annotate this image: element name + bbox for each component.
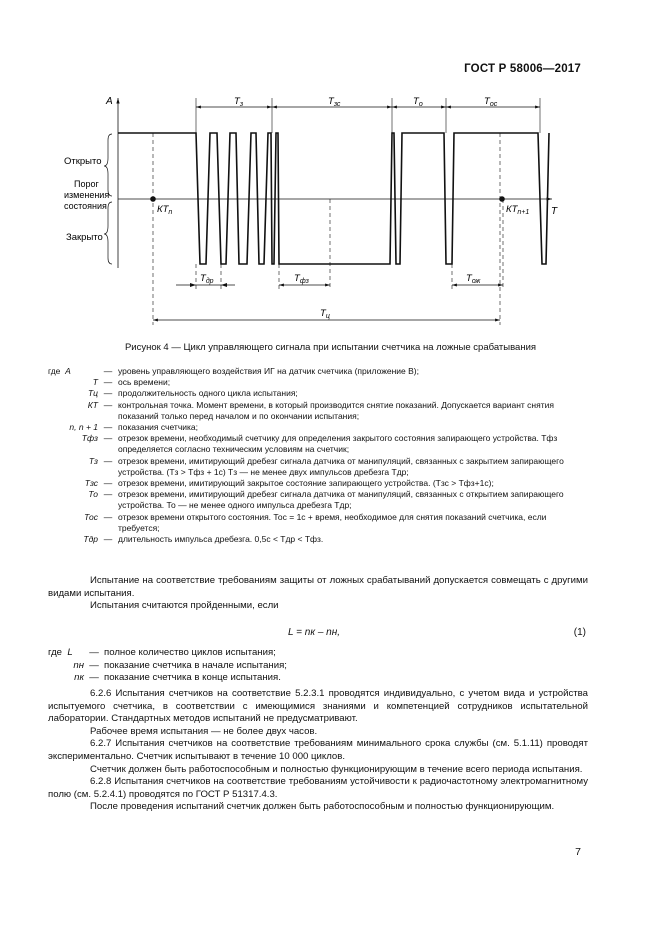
control-point-n xyxy=(150,196,156,202)
figure-caption: Рисунок 4 — Цикл управляющего сигнала при испытании счетчика на ложные срабатывания xyxy=(124,342,537,353)
legend-symbol-text: Тдр xyxy=(83,534,98,545)
legend-text: отрезок времени, имитирующий дребезг сигнала датчика от манипуляций, связанных с открытием запирающего устройства. То — не менее одного импульса дребезга Тдр; xyxy=(118,489,564,511)
t-fz-label: $Т_{фз}$ xyxy=(294,273,309,285)
control-point-n1 xyxy=(499,196,505,202)
legend-symbol-text: Тфз xyxy=(81,433,98,444)
legend-symbol xyxy=(48,672,84,685)
legend-item: n, n + 1 — показания счетчика; xyxy=(48,422,588,433)
threshold-label-1: Порог xyxy=(74,179,99,189)
document-header: ГОСТ Р 58006—2017 xyxy=(464,63,581,75)
axis-t-label: Т xyxy=(551,206,558,217)
legend-text: контрольная точка. Момент времени, в который производится снятие показаний. Допускается вариант снятия показаний только перед началом и по окончании испытания; xyxy=(118,399,554,421)
t-z-label: $Т_з$ xyxy=(234,96,244,108)
formula-variables xyxy=(48,647,588,685)
legend-item: Тфз — отрезок времени, необходимый счетчику для определения закрытого состояния запирающего устройства. Тфз определяется согласно техническим условиям на счетчик; xyxy=(48,433,588,455)
paragraph: Рабочее время испытания — не более двух часов. xyxy=(90,725,318,737)
legend-item: То — отрезок времени, имитирующий дребезг сигнала датчика от манипуляций, связанных с открытием запирающего устройства. То — не менее одного импульса дребезга Тдр; xyxy=(48,489,588,511)
legend-item: где А — уровень управляющего воздействия ИГ на датчик счетчика (приложение В); xyxy=(48,366,588,377)
legend-symbol-text: L xyxy=(67,647,73,658)
legend-symbol xyxy=(48,647,84,660)
legend-symbol-text: nн xyxy=(73,659,84,671)
legend-item: Тос — отрезок времени открытого состояния. Тос = 1с + время, необходимое для снятия показаний счетчика, если требуется; xyxy=(48,512,588,534)
legend-text: отрезок времени, необходимый счетчику для определения закрытого состояния запирающего устройства. Тфз определяется согласно техническим условиям на счетчик; xyxy=(118,433,558,455)
kt-n-label: $КТ_n$ xyxy=(157,204,173,216)
legend-symbol xyxy=(48,388,98,399)
legend-text: продолжительность одного цикла испытания; xyxy=(118,388,298,399)
legend-text: отрезок времени, имитирующий закрытое состояние запирающего устройства. (Тзс > Тфз+1с); xyxy=(118,478,494,489)
legend-symbol-text: Тц xyxy=(87,388,98,399)
legend-symbol xyxy=(48,512,98,534)
legend-text: полное количество циклов испытания; xyxy=(104,647,276,658)
formula-number: (1) xyxy=(573,627,586,638)
legend-symbol-text: Т xyxy=(92,377,98,388)
legend-item: Тдр — длительность импульса дребезга. 0,5с < Тдр < Тфз. xyxy=(48,534,588,545)
t-os-label: $Т_{ос}$ xyxy=(484,96,498,108)
legend-text: ось времени; xyxy=(118,377,171,388)
legend-item: Тз — отрезок времени, имитирующий дребезг сигнала датчика от манипуляций, связанных с закрытием запирающего устройства. (Тз > Тфз + 1с) Тз — не менее двух импульсов дребезга Тдр; xyxy=(48,456,588,478)
t-zs-label: $Т_{зс}$ xyxy=(328,96,341,108)
legend-symbol-text: nк xyxy=(74,672,84,684)
paragraphs-a xyxy=(48,575,588,613)
legend-symbol xyxy=(48,660,84,673)
legend-item: nк — показание счетчика в конце испытания. xyxy=(48,672,588,685)
paragraph: Испытания считаются пройденными, если xyxy=(90,600,279,612)
legend-prefix: где xyxy=(48,366,61,376)
legend-text: длительность импульса дребезга. 0,5с < Тдр < Тфз. xyxy=(118,534,324,545)
t-ozh-label: $Т_{ож}$ xyxy=(466,273,481,285)
legend-symbol xyxy=(48,478,98,489)
axis-a-label: А xyxy=(106,96,113,107)
paragraphs-b xyxy=(48,688,588,814)
legend-text: показание счетчика в конце испытания. xyxy=(104,672,281,684)
legend-list xyxy=(48,366,588,545)
page-number: 7 xyxy=(575,846,581,858)
legend-text: показание счетчика в начале испытания; xyxy=(104,659,287,671)
legend-item: Тц — продолжительность одного цикла испытания; xyxy=(48,388,588,399)
legend-symbol xyxy=(48,456,98,478)
paragraph: Счетчик должен быть работоспособным и полностью функционирующим в течение всего периода испытания. xyxy=(90,763,583,775)
legend-symbol-text: То xyxy=(88,489,98,500)
closed-brace xyxy=(104,202,112,264)
legend-item: Т — ось времени; xyxy=(48,377,588,388)
legend-prefix: где xyxy=(48,647,63,658)
legend-item: Тзс — отрезок времени, имитирующий закрытое состояние запирающего устройства. (Тзс > Тфз+1с); xyxy=(48,478,588,489)
legend-symbol-text: Тзс xyxy=(84,478,98,489)
paragraph: Испытание на соответствие требованиям защиты от ложных срабатываний допускается совмещать с другими видами испытания. xyxy=(48,575,588,599)
threshold-label-3: состояния xyxy=(64,201,107,211)
formula-expression: L = nк – nн, xyxy=(288,627,341,638)
legend-symbol xyxy=(48,489,98,511)
legend-symbol xyxy=(48,534,98,545)
legend-symbol xyxy=(48,400,98,422)
level-closed-label: Закрыто xyxy=(66,232,103,243)
legend-text: уровень управляющего воздействия ИГ на датчик счетчика (приложение В); xyxy=(118,366,420,376)
signal-waveform xyxy=(118,133,549,264)
legend-text: отрезок времени открытого состояния. Тос = 1с + время, необходимое для снятия показаний счетчика, если требуется; xyxy=(118,511,547,533)
legend-item: КТ — контрольная точка. Момент времени, в который производится снятие показаний. Допускается вариант снятия показаний только перед началом и по окончании испытания; xyxy=(48,400,588,422)
legend-symbol xyxy=(48,422,98,433)
legend-symbol-text: КТ xyxy=(87,399,98,410)
paragraph: 6.2.7 Испытания счетчиков на соответствие требованиям минимального срока службы (см. 5.1.11) проводят экспериментально. Счетчик испытывают в течение 10 000 циклов. xyxy=(48,738,588,762)
paragraph: 6.2.6 Испытания счетчиков на соответствие 5.2.3.1 проводятся индивидуально, с учетом вида и устройства испытуемого счетчика, в соответствии с имеющимися знаниями и компетенцией сотрудников испытательной лаборатории. Стандартных методов испытаний не предусматривают. xyxy=(48,688,588,725)
t-c-label: $Т_ц$ xyxy=(320,308,330,320)
legend-item: nн — показание счетчика в начале испытания; xyxy=(48,660,588,673)
threshold-label-2: изменения xyxy=(64,190,110,200)
legend-symbol xyxy=(48,366,98,377)
legend-symbol-text: Тос xyxy=(84,511,98,522)
signal-cycle-diagram xyxy=(0,0,661,335)
legend-symbol-text: n, n + 1 xyxy=(69,422,98,433)
paragraph: 6.2.8 Испытания счетчиков на соответствие требованиям устойчивости к радиочастотному электромагнитному полю (см. 5.2.4.1) проводятся по ГОСТ Р 51317.4.3. xyxy=(48,776,588,800)
legend-text: отрезок времени, имитирующий дребезг сигнала датчика от манипуляций, связанных с закрытием запирающего устройства. (Тз > Тфз + 1с) Тз — не менее двух импульсов дребезга Тдр; xyxy=(118,455,564,477)
t-dr-label: $Т_{др}$ xyxy=(200,273,214,285)
legend-item: где L — полное количество циклов испытания; xyxy=(48,647,276,658)
legend-symbol-text: Тз xyxy=(88,455,98,466)
legend-symbol xyxy=(48,377,98,388)
level-open-label: Открыто xyxy=(64,156,102,167)
t-o-label: $Т_о$ xyxy=(413,96,423,108)
paragraph: После проведения испытаний счетчик должен быть работоспособным и полностью функционирующим. xyxy=(90,801,555,813)
legend-symbol-text: А xyxy=(65,366,71,376)
open-brace xyxy=(104,134,112,196)
kt-n1-label: $КТ_{n+1}$ xyxy=(506,204,530,216)
legend-text: показания счетчика; xyxy=(118,422,198,433)
legend-symbol xyxy=(48,433,98,455)
